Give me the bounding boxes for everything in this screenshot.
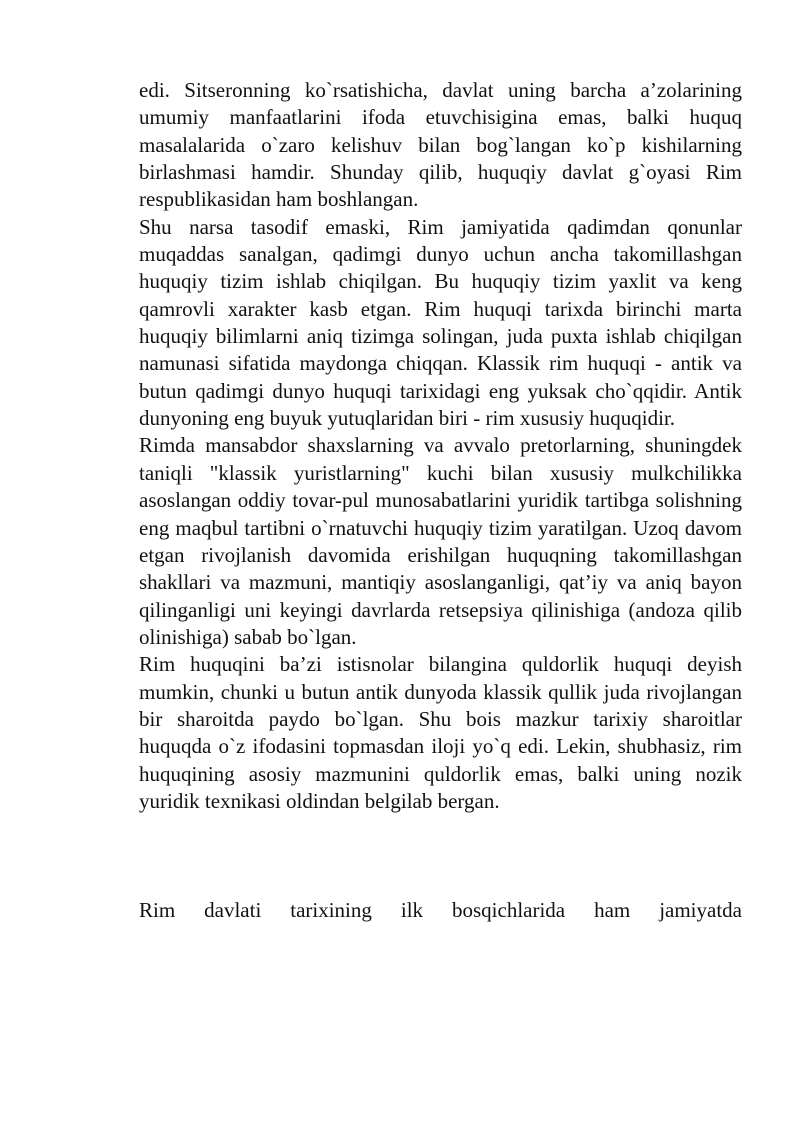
paragraph-4: Rim huquqini ba’zi istisnolar bilangina quldorlik huquqi deyish mumkin, chunki u butun antik dunyoda klassik qullik juda rivojlangan bir sharoitda paydo bo`lgan. Shu bois mazkur tarixiy sharoitlar huquqda o`z ifodasini topmasdan iloji yo`q edi. Lekin, shubhasiz, rim huquqining asosiy mazmunini quldorlik emas, balki uning nozik yuridik texnikasi oldindan belgilab bergan. xyxy=(139,652,742,813)
paragraph-5: Rim davlati tarixining ilk bosqichlarida ham jamiyatda xyxy=(139,898,742,923)
paragraph-3: Rimda mansabdor shaxslarning va avvalo pretorlarning, shuningdek taniqli "klassik yuristlarning" kuchi bilan xususiy mulkchilikka asoslangan oddiy tovar-pul munosabatlarini yuridik tartibga solishning eng maqbul tartibni o`rnatuvchi huquqiy tizim yaratilgan. Uzoq davom etgan rivojlanish davomida erishilgan huquqning takomillashgan shakllari va mazmuni, mantiqiy asoslanganligi, qat’iy va aniq bayon qilinganligi uni keyingi davrlarda retsepsiya qilinishiga (andoza qilib olinishiga) sabab bo`lgan. xyxy=(139,433,742,649)
paragraph-1: edi. Sitseronning ko`rsatishicha, davlat uning barcha a’zolarining umumiy manfaatlarini ifoda etuvchisigina emas, balki huquq masalalarida o`zaro kelishuv bilan bog`langan ko`p kishilarning birlashmasi hamdir. Shunday qilib, huquqiy davlat g`oyasi Rim respublikasidan ham boshlangan. xyxy=(139,78,742,212)
section-spacer xyxy=(139,815,742,897)
paragraph-2: Shu narsa tasodif emaski, Rim jamiyatida qadimdan qonunlar muqaddas sanalgan, qadimgi dunyo uchun ancha takomillashgan huquqiy tizim ishlab chiqilgan. Bu huquqiy tizim yaxlit va keng qamrovli xarakter kasb etgan. Rim huquqi tarixda birinchi marta huquqiy bilimlarni aniq tizimga solingan, juda puxta ishlab chiqilgan namunasi sifatida maydonga chiqqan. Klassik rim huquqi - antik va butun qadimgi dunyo huquqi tarixidagi eng yuksak cho`qqidir. Antik dunyoning eng buyuk yutuqlaridan biri - rim xususiy huquqidir. xyxy=(139,214,742,431)
document-page xyxy=(139,77,742,925)
